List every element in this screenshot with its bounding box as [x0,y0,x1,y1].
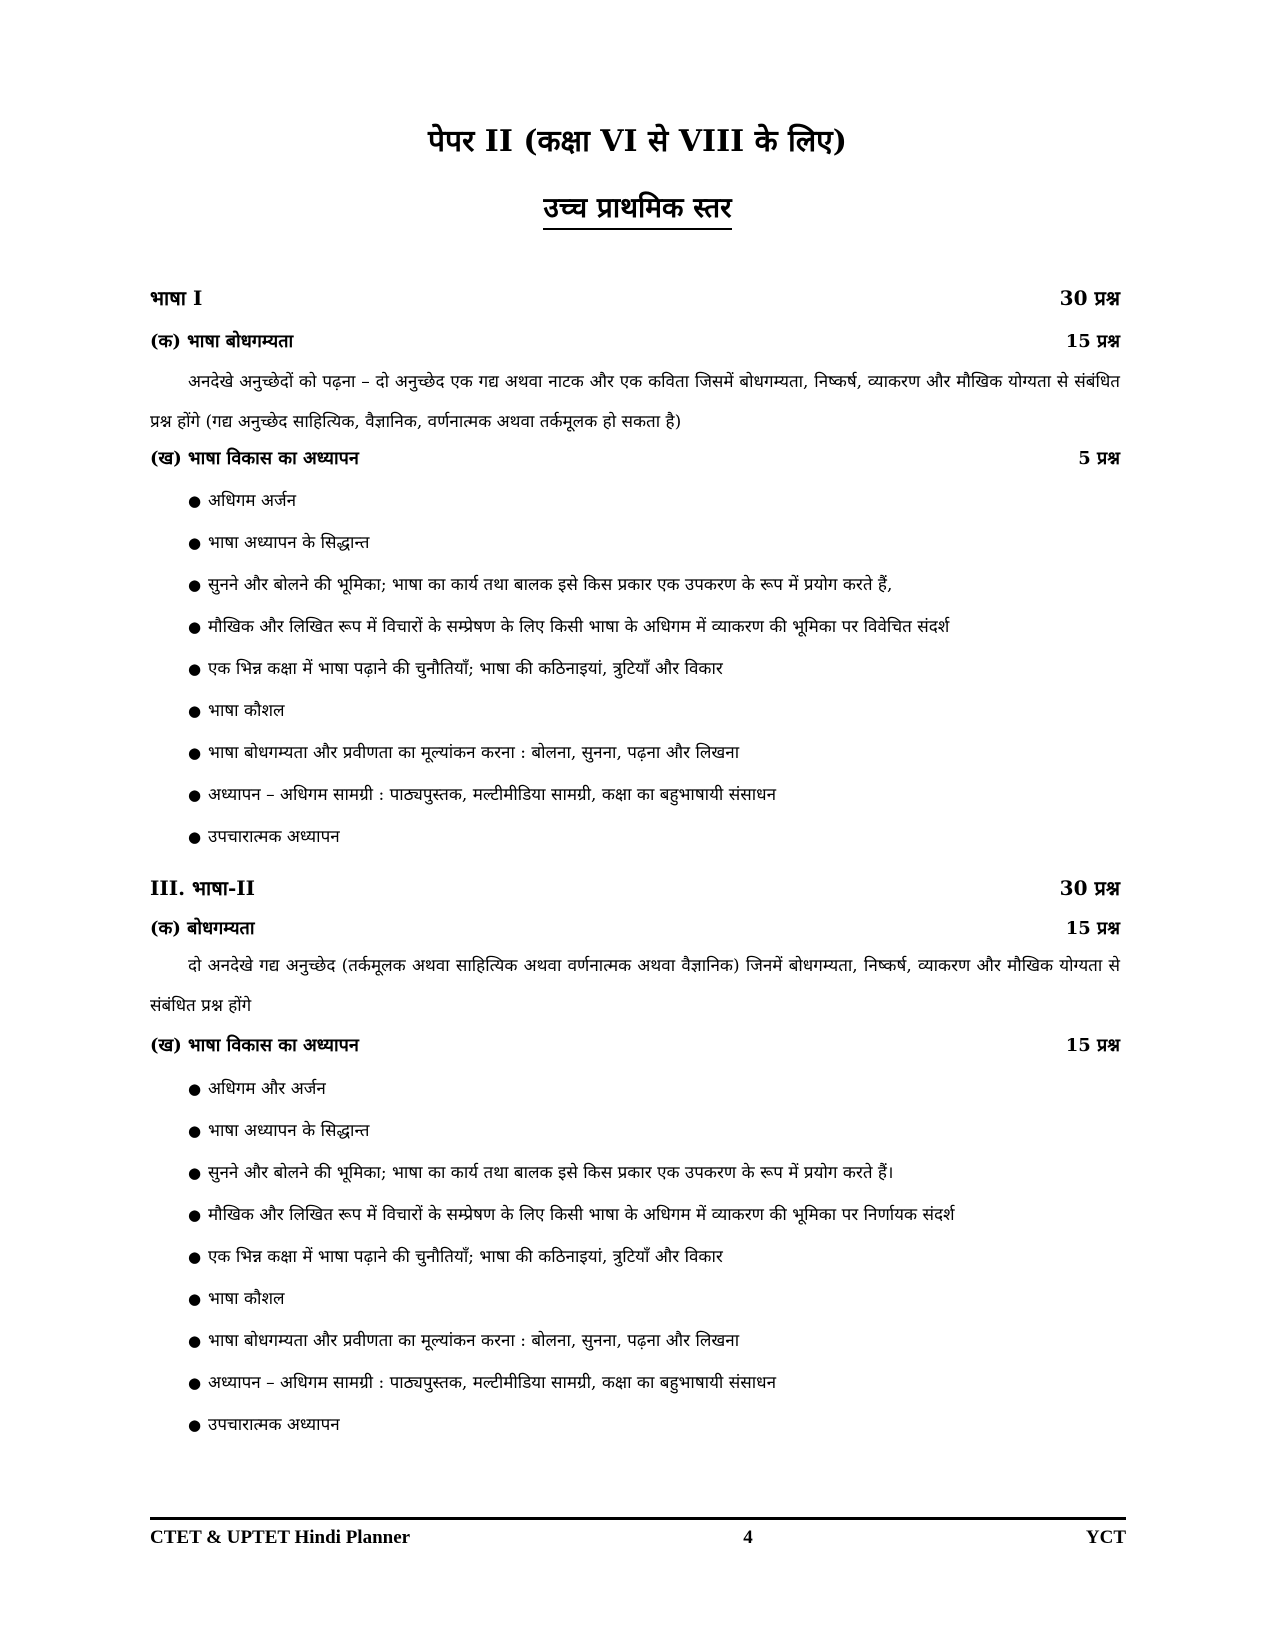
list-item-text: मौखिक और लिखित रूप में विचारों के सम्प्रेषण के लिए किसी भाषा के अधिगम में व्याकरण की भूमिका पर विवेचित संदर्श [208,617,950,637]
list-item [188,816,1088,858]
bullet-icon: ● [188,702,202,720]
footer-divider [150,1517,1126,1520]
footer-page-number: 4 [743,1527,753,1548]
footer-book-title: CTET & UPTET Hindi Planner [150,1527,411,1548]
bullet-icon: ● [188,492,202,510]
bullet-icon: ● [188,1416,202,1434]
section-2-part-b-heading: (ख) भाषा विकास का अध्यापन [150,1035,359,1056]
list-item [188,1404,1088,1446]
section-1-part-b-heading: (ख) भाषा विकास का अध्यापन [150,448,359,469]
bullet-icon: ● [188,1164,202,1182]
bullet-icon: ● [188,744,202,762]
section-2-part-a-text: दो अनदेखे गद्य अनुच्छेद (तर्कमूलक अथवा साहित्यिक अथवा वर्णनात्मक अथवा वैज्ञानिक) जिनमें बोधगम्यता, निष्कर्ष, व्याकरण और मौखिक योग्यता से संबंधित प्रश्न होंगे [150,956,1120,1016]
section-1-heading: भाषा I [150,286,203,310]
page-title: पेपर II (कक्षा VI से VIII के लिए) [428,124,847,159]
bullet-icon: ● [188,1080,202,1098]
list-item-text: उपचारात्मक अध्यापन [208,1415,340,1435]
list-item [188,480,1088,522]
list-item [188,1236,1088,1278]
section-2-heading-row [150,876,1120,900]
list-item-text: अधिगम अर्जन [208,491,297,511]
list-item-text: एक भिन्न कक्षा में भाषा पढ़ाने की चुनौतियाँ; भाषा की कठिनाइयां, त्रुटियाँ और विकार [208,659,723,679]
bullet-icon: ● [188,1332,202,1350]
list-item [188,522,1088,564]
footer-publisher: YCT [1085,1527,1126,1548]
section-1-part-b-marks: 5 प्रश्न [1078,448,1120,469]
bullet-icon: ● [188,618,202,636]
list-item-text: भाषा अध्यापन के सिद्धान्त [208,1121,370,1141]
list-item [188,732,1088,774]
section-2-part-a-heading-row [150,917,1120,941]
section-2-part-b-marks: 15 प्रश्न [1065,1035,1120,1056]
bullet-icon: ● [188,1290,202,1308]
section-2-part-a-marks: 15 प्रश्न [1065,918,1120,939]
bullet-icon: ● [188,1206,202,1224]
bullet-icon: ● [188,786,202,804]
section-2-heading: III. भाषा-II [150,876,255,900]
list-item-text: एक भिन्न कक्षा में भाषा पढ़ाने की चुनौतियाँ; भाषा की कठिनाइयां, त्रुटियाँ और विकार [208,1247,723,1267]
section-1-part-a-heading: (क) भाषा बोधगम्यता [150,331,294,352]
page-subtitle [0,190,1275,226]
list-item-text: अध्यापन – अधिगम सामग्री : पाठ्यपुस्तक, मल्टीमीडिया सामग्री, कक्षा का बहुभाषायी संसाधन [208,1373,777,1393]
list-item-text: अध्यापन – अधिगम सामग्री : पाठ्यपुस्तक, मल्टीमीडिया सामग्री, कक्षा का बहुभाषायी संसाधन [208,785,777,805]
section-1-heading-row [150,286,1120,310]
list-item [188,648,1088,690]
list-item-text: सुनने और बोलने की भूमिका; भाषा का कार्य तथा बालक इसे किस प्रकार एक उपकरण के रूप में प्रयोग करते हैं। [208,1163,894,1183]
section-1-part-a-marks: 15 प्रश्न [1065,331,1120,352]
list-item [188,774,1088,816]
bullet-icon: ● [188,1122,202,1140]
list-item-text: भाषा बोधगम्यता और प्रवीणता का मूल्यांकन करना : बोलना, सुनना, पढ़ना और लिखना [208,1331,740,1351]
bullet-icon: ● [188,828,202,846]
list-item [188,1068,1088,1110]
list-item [188,564,1088,606]
section-1-part-b-heading-row [150,447,1120,471]
list-item [188,1194,1088,1236]
list-item [188,1110,1088,1152]
bullet-icon: ● [188,660,202,678]
list-item-text: भाषा कौशल [208,701,285,721]
list-item-text: मौखिक और लिखित रूप में विचारों के सम्प्रेषण के लिए किसी भाषा के अधिगम में व्याकरण की भूमिका पर निर्णायक संदर्श [208,1205,955,1225]
page-footer [150,1526,1126,1550]
section-2-part-a-heading: (क) बोधगम्यता [150,918,255,939]
section-1-part-b-list [188,480,1088,858]
list-item-text: सुनने और बोलने की भूमिका; भाषा का कार्य तथा बालक इसे किस प्रकार एक उपकरण के रूप में प्रयोग करते हैं, [208,575,893,595]
list-item [188,606,1088,648]
bullet-icon: ● [188,1374,202,1392]
list-item-text: भाषा बोधगम्यता और प्रवीणता का मूल्यांकन करना : बोलना, सुनना, पढ़ना और लिखना [208,743,740,763]
section-1-marks: 30 प्रश्न [1059,286,1120,310]
section-2-part-b-heading-row [150,1034,1120,1058]
list-item [188,1278,1088,1320]
list-item [188,1320,1088,1362]
list-item-text: उपचारात्मक अध्यापन [208,827,340,847]
list-item-text: भाषा कौशल [208,1289,285,1309]
page-subtitle-text: उच्च प्राथमिक स्तर [543,191,731,230]
bullet-icon: ● [188,576,202,594]
list-item [188,690,1088,732]
list-item-text: अधिगम और अर्जन [208,1079,326,1099]
section-1-part-a-text: अनदेखे अनुच्छेदों को पढ़ना – दो अनुच्छेद एक गद्य अथवा नाटक और एक कविता जिसमें बोधगम्यता, निष्कर्ष, व्याकरण और मौखिक योग्यता से संबंधित प्रश्न होंगे (गद्य अनुच्छेद साहित्यिक, वैज्ञानिक, वर्णनात्मक अथवा तर्कमूलक हो सकता है) [150,372,1120,432]
section-2-part-b-list [188,1068,1088,1446]
section-2-marks: 30 प्रश्न [1059,876,1120,900]
section-1-part-a-heading-row [150,330,1120,354]
bullet-icon: ● [188,1248,202,1266]
bullet-icon: ● [188,534,202,552]
list-item [188,1152,1088,1194]
list-item [188,1362,1088,1404]
list-item-text: भाषा अध्यापन के सिद्धान्त [208,533,370,553]
